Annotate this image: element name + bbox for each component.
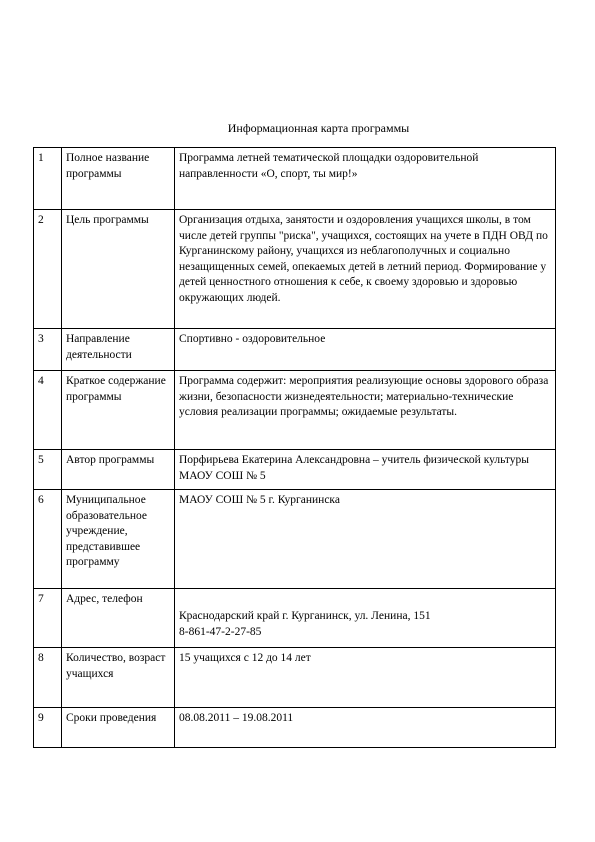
row-label: Полное название программы — [62, 148, 175, 210]
table-row — [34, 450, 556, 490]
table-row — [34, 589, 556, 648]
row-label: Сроки проведения — [62, 708, 175, 748]
row-number: 8 — [34, 648, 62, 708]
row-value: Организация отдыха, занятости и оздоровления учащихся школы, в том числе детей группы "риска", учащихся, состоящих на учете в ПДН ОВД по Курганинскому району, учащихся из неблагополучных и социально незащищенных семей, опекаемых детей в летний период. Формирование у детей ценностного отношения к себе, к своему здоровью и здоровью окружающих людей. — [175, 210, 556, 329]
row-value: МАОУ СОШ № 5 г. Курганинска — [175, 490, 556, 589]
row-value: 08.08.2011 – 19.08.2011 — [175, 708, 556, 748]
info-table — [33, 147, 556, 748]
table-row — [34, 490, 556, 589]
table-row — [34, 371, 556, 450]
row-number: 5 — [34, 450, 62, 490]
row-label: Цель программы — [62, 210, 175, 329]
row-value: Спортивно - оздоровительное — [175, 329, 556, 371]
page-title: Информационная карта программы — [227, 121, 410, 135]
table-row — [34, 210, 556, 329]
row-label: Автор программы — [62, 450, 175, 490]
row-number: 3 — [34, 329, 62, 371]
table-row — [34, 708, 556, 748]
table-row — [34, 329, 556, 371]
table-row — [34, 148, 556, 210]
row-label: Адрес, телефон — [62, 589, 175, 648]
row-label: Количество, возраст учащихся — [62, 648, 175, 708]
row-number: 9 — [34, 708, 62, 748]
row-number: 7 — [34, 589, 62, 648]
row-value: 15 учащихся с 12 до 14 лет — [175, 648, 556, 708]
table-row — [34, 648, 556, 708]
row-value: Программа содержит: мероприятия реализующие основы здорового образа жизни, безопасности жизнедеятельности; материально-технические условия реализации программы; ожидаемые результаты. — [175, 371, 556, 450]
row-value: Краснодарский край г. Курганинск, ул. Ленина, 151 8-861-47-2-27-85 — [175, 589, 556, 648]
row-label: Направление деятельности — [62, 329, 175, 371]
row-label: Краткое содержание программы — [62, 371, 175, 450]
row-number: 4 — [34, 371, 62, 450]
row-value: Программа летней тематической площадки оздоровительной направленности «О, спорт, ты мир!» — [175, 148, 556, 210]
row-number: 6 — [34, 490, 62, 589]
row-number: 1 — [34, 148, 62, 210]
row-number: 2 — [34, 210, 62, 329]
row-label: Муниципальное образовательное учреждение, представившее программу — [62, 490, 175, 589]
row-value: Порфирьева Екатерина Александровна – учитель физической культуры МАОУ СОШ № 5 — [175, 450, 556, 490]
